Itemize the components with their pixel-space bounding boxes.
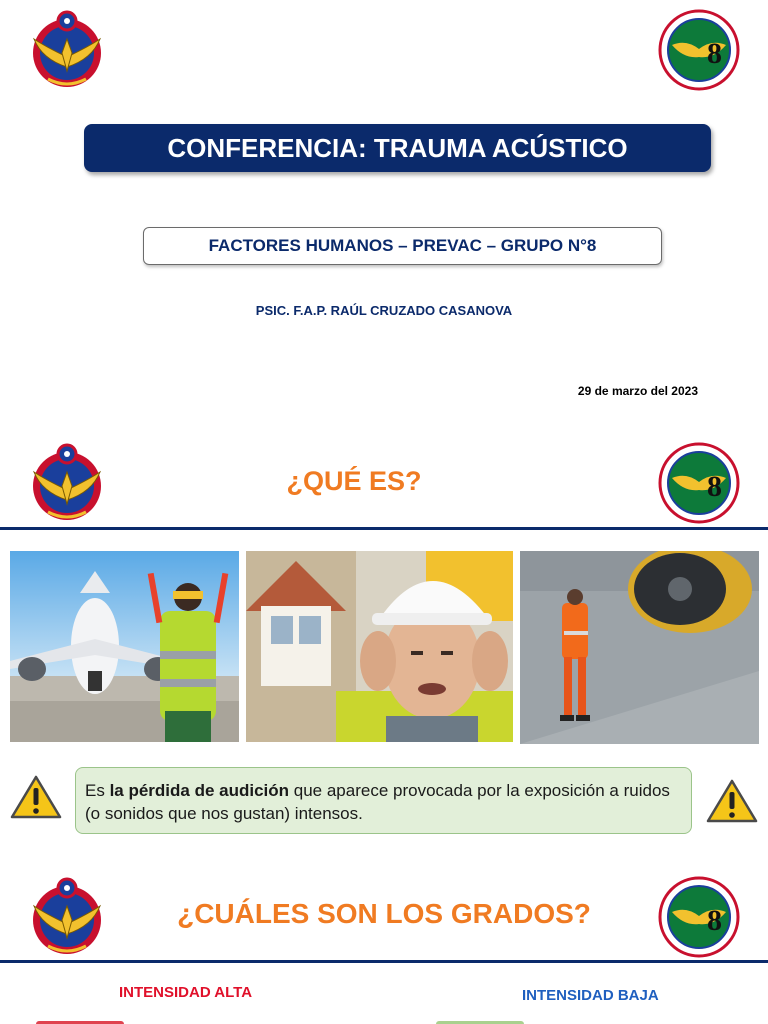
worker-covering-ears-photo [246,551,513,742]
definition-suffix: que aparece provocada por la exposición a ruidos (o sonidos que nos gustan) intensos. [85,781,670,823]
what-is-slide [0,432,768,864]
grupo-aereo-8-emblem-icon [658,9,740,91]
ground-crew-jet-engine-photo [520,551,759,744]
definition-highlight: la pérdida de audición [109,781,290,800]
low-intensity-label: INTENSIDAD BAJA [522,987,659,1004]
author-name: PSIC. F.A.P. RAÚL CRUZADO CASANOVA [255,303,513,318]
definition-prefix: Es [85,781,110,800]
degrees-slide [0,864,768,1024]
high-intensity-label: INTENSIDAD ALTA [119,984,253,1001]
grupo-aereo-8-emblem-icon [658,442,740,524]
svg-text:8: 8 [707,904,722,937]
grupo-aereo-8-emblem-icon [658,876,740,958]
section-divider [0,527,768,530]
section-divider [0,960,768,963]
warning-triangle-icon [706,778,758,824]
aircraft-marshaller-photo [10,551,239,742]
svg-text:8: 8 [707,470,722,503]
definition-box [75,767,692,834]
air-force-eagle-emblem-icon [26,9,108,91]
section-title: ¿QUÉ ES? [286,466,422,496]
subtitle-box: FACTORES HUMANOS – PREVAC – GRUPO N°8 [143,227,662,265]
section-title: ¿CUÁLES SON LOS GRADOS? [177,898,591,929]
warning-triangle-icon [10,774,62,820]
svg-text:8: 8 [707,37,722,70]
presentation-date: 29 de marzo del 2023 [577,384,698,398]
title-slide [0,0,768,432]
conference-title-banner: CONFERENCIA: TRAUMA ACÚSTICO [84,124,711,172]
